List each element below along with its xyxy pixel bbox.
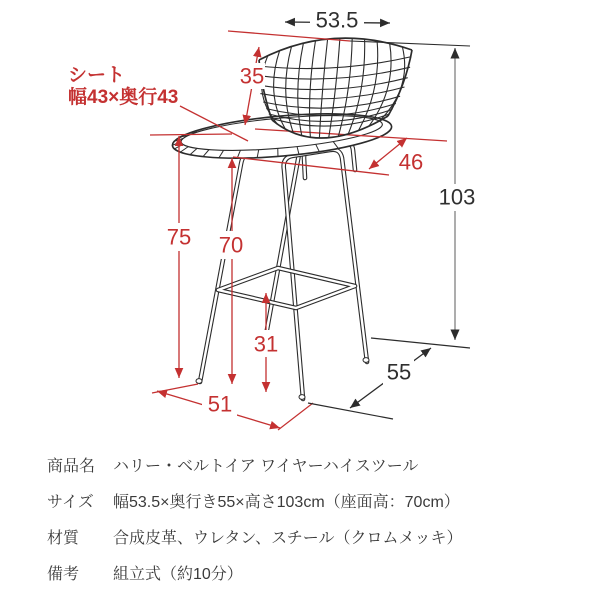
backrest-top-extension-black: [350, 41, 470, 46]
spec-value: 組立式（約10分）: [113, 566, 243, 583]
seat-height-label: 70: [218, 232, 244, 258]
front-width-right-extension: [278, 403, 313, 430]
depth-label: 55: [386, 359, 412, 385]
left-height-label: 75: [166, 224, 192, 250]
spec-value: 合成皮革、ウレタン、スチール（クロムメッキ）: [113, 530, 463, 547]
front-width-label: 51: [207, 391, 233, 417]
spec-row-size: [47, 494, 567, 512]
label-gaps: [166, 8, 476, 417]
seat-note-line2: 幅43×奥行43: [68, 87, 179, 108]
total-height-label: 103: [438, 184, 476, 210]
spec-label: 商品名: [47, 458, 96, 475]
top-width-label: 53.5: [315, 7, 359, 33]
backrest-top-extension-red: [228, 31, 350, 41]
footrest-ring: [218, 268, 355, 308]
seat-depth-label: 46: [398, 149, 424, 175]
backrest-height-label: 35: [239, 63, 265, 89]
spec-value: 幅53.5×奥行き55×高さ103cm（座面高：70cm）: [113, 494, 460, 511]
spec-value: ハリー・ベルトイア ワイヤーハイスツール: [113, 458, 419, 475]
seat-depth-lower-extension-line: [233, 157, 389, 175]
floor-line-front: [308, 403, 393, 419]
seat-size-note: [68, 65, 178, 108]
dimension-lines: [150, 22, 470, 430]
spec-label: 備考: [47, 566, 80, 583]
spec-label: 材質: [47, 530, 80, 547]
spec-row-notes: [47, 566, 567, 584]
spec-row-material: [47, 530, 567, 548]
stool-frame: [196, 143, 369, 400]
product-spec-table: [47, 458, 567, 600]
seat-note-line1: シート: [68, 65, 126, 86]
footrest-height-label: 31: [253, 331, 279, 357]
spec-label: サイズ: [47, 494, 94, 511]
spec-row-product-name: [47, 458, 567, 476]
